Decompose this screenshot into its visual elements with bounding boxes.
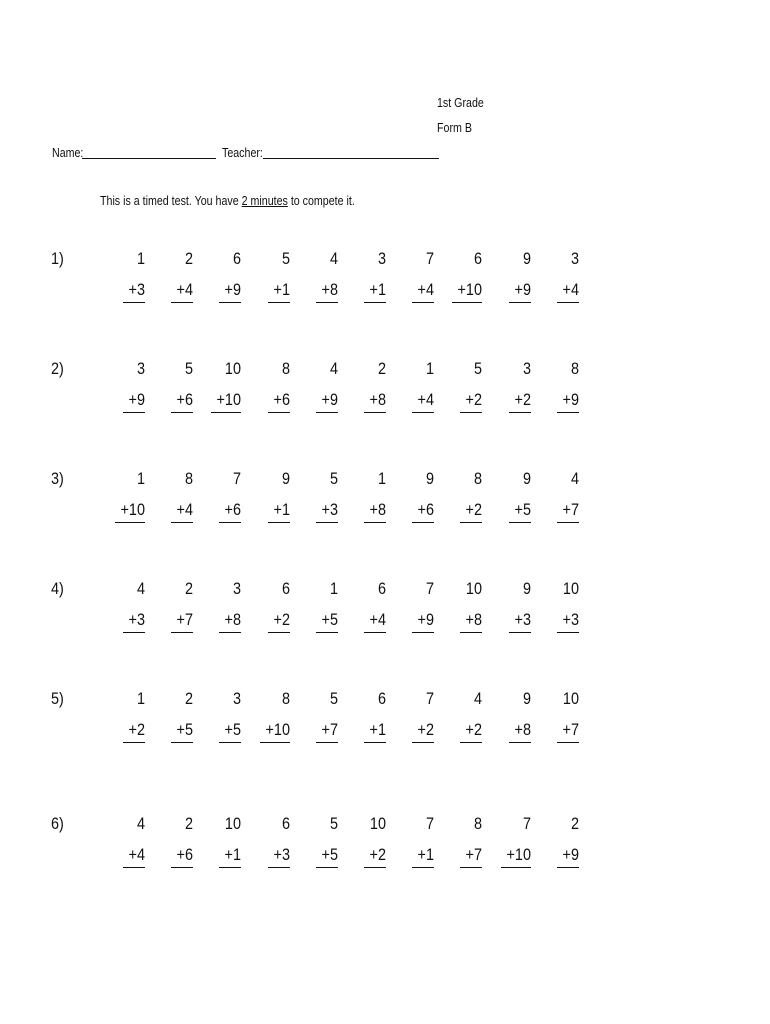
- addition-problem: [438, 814, 482, 865]
- addend-top: 2: [570, 814, 579, 833]
- answer-line[interactable]: [219, 522, 241, 523]
- addition-problem: [294, 579, 338, 630]
- addition-problem: [197, 469, 241, 520]
- answer-line[interactable]: [316, 522, 338, 523]
- addend-top: 5: [329, 469, 338, 488]
- addend-top: 7: [425, 689, 434, 708]
- answer-line[interactable]: [412, 632, 434, 633]
- addition-problem: [487, 814, 531, 865]
- addition-problem: [342, 689, 386, 740]
- answer-line[interactable]: [452, 302, 482, 303]
- addend-bottom: +5: [321, 610, 338, 629]
- addend-top: 8: [570, 359, 579, 378]
- addition-problem: [101, 249, 145, 300]
- addition-problem: [197, 689, 241, 740]
- addend-top: 1: [425, 359, 434, 378]
- answer-line[interactable]: [460, 867, 482, 868]
- addition-problem: [149, 359, 193, 410]
- addend-bottom: +3: [562, 610, 579, 629]
- teacher-blank-line[interactable]: [263, 158, 439, 159]
- addend-top: 2: [184, 249, 193, 268]
- answer-line[interactable]: [557, 867, 579, 868]
- addend-bottom: +10: [457, 280, 482, 299]
- answer-line[interactable]: [123, 742, 145, 743]
- addend-top: 9: [522, 579, 531, 598]
- answer-line[interactable]: [219, 632, 241, 633]
- answer-line[interactable]: [123, 302, 145, 303]
- addend-top: 10: [562, 579, 579, 598]
- addend-top: 9: [281, 469, 290, 488]
- addition-problem: [294, 469, 338, 520]
- addend-bottom: +8: [465, 610, 482, 629]
- addend-bottom: +3: [321, 500, 338, 519]
- addend-bottom: +2: [465, 390, 482, 409]
- addition-problem: [342, 469, 386, 520]
- addition-problem: [487, 249, 531, 300]
- addend-bottom: +10: [216, 390, 241, 409]
- addend-top: 6: [377, 689, 386, 708]
- addend-bottom: +2: [465, 500, 482, 519]
- addend-bottom: +6: [176, 390, 193, 409]
- addition-problem: [149, 249, 193, 300]
- answer-line[interactable]: [509, 412, 531, 413]
- addend-bottom: +8: [514, 720, 531, 739]
- addend-bottom: +6: [224, 500, 241, 519]
- answer-line[interactable]: [171, 522, 193, 523]
- addition-problem: [487, 579, 531, 630]
- answer-line[interactable]: [316, 742, 338, 743]
- addend-bottom: +4: [417, 390, 434, 409]
- addition-problem: [390, 814, 434, 865]
- addend-bottom: +4: [562, 280, 579, 299]
- addend-top: 6: [281, 579, 290, 598]
- addend-bottom: +3: [128, 280, 145, 299]
- addend-bottom: +7: [321, 720, 338, 739]
- addend-bottom: +4: [369, 610, 386, 629]
- addition-problem: [487, 359, 531, 410]
- answer-line[interactable]: [268, 522, 290, 523]
- addend-bottom: +6: [417, 500, 434, 519]
- addend-bottom: +1: [224, 845, 241, 864]
- answer-line[interactable]: [316, 867, 338, 868]
- addend-bottom: +3: [273, 845, 290, 864]
- answer-line[interactable]: [219, 742, 241, 743]
- addition-problem: [101, 359, 145, 410]
- addition-problem: [294, 814, 338, 865]
- answer-line[interactable]: [509, 632, 531, 633]
- instructions-suffix: to compete it.: [287, 193, 355, 208]
- answer-line[interactable]: [268, 632, 290, 633]
- addend-top: 9: [522, 469, 531, 488]
- addition-problem: [246, 814, 290, 865]
- addend-bottom: +4: [417, 280, 434, 299]
- addition-problem: [438, 359, 482, 410]
- addition-problem: [246, 689, 290, 740]
- addition-problem: [197, 249, 241, 300]
- instructions-time-limit: 2 minutes: [241, 193, 288, 208]
- answer-line[interactable]: [268, 867, 290, 868]
- addition-problem: [438, 689, 482, 740]
- addend-top: 3: [522, 359, 531, 378]
- addend-top: 8: [281, 359, 290, 378]
- answer-line[interactable]: [460, 522, 482, 523]
- addend-bottom: +5: [321, 845, 338, 864]
- addend-bottom: +9: [417, 610, 434, 629]
- addend-bottom: +5: [514, 500, 531, 519]
- answer-line[interactable]: [115, 522, 145, 523]
- answer-line[interactable]: [364, 742, 386, 743]
- addition-problem: [101, 469, 145, 520]
- addition-problem: [342, 359, 386, 410]
- addend-bottom: +8: [321, 280, 338, 299]
- addend-top: 2: [377, 359, 386, 378]
- answer-line[interactable]: [171, 632, 193, 633]
- answer-line[interactable]: [364, 867, 386, 868]
- answer-line[interactable]: [557, 742, 579, 743]
- addend-top: 3: [136, 359, 145, 378]
- addend-top: 4: [329, 359, 338, 378]
- answer-line[interactable]: [364, 522, 386, 523]
- answer-line[interactable]: [171, 302, 193, 303]
- addition-problem: [342, 814, 386, 865]
- addend-top: 10: [562, 689, 579, 708]
- answer-line[interactable]: [412, 412, 434, 413]
- answer-line[interactable]: [412, 302, 434, 303]
- addend-bottom: +5: [176, 720, 193, 739]
- addend-top: 7: [425, 814, 434, 833]
- addition-problem: [246, 469, 290, 520]
- answer-line[interactable]: [509, 522, 531, 523]
- addend-bottom: +1: [417, 845, 434, 864]
- addition-problem: [149, 469, 193, 520]
- addition-problem: [246, 359, 290, 410]
- addend-bottom: +2: [128, 720, 145, 739]
- row-label: 3): [51, 469, 64, 488]
- answer-line[interactable]: [316, 412, 338, 413]
- answer-line[interactable]: [219, 867, 241, 868]
- addend-top: 5: [184, 359, 193, 378]
- instructions-prefix: This is a timed test. You have: [100, 193, 242, 208]
- addend-top: 3: [232, 689, 241, 708]
- addend-top: 2: [184, 689, 193, 708]
- row-label: 5): [51, 689, 64, 708]
- addend-top: 10: [224, 359, 241, 378]
- addend-top: 7: [425, 579, 434, 598]
- addition-problem: [390, 469, 434, 520]
- answer-line[interactable]: [123, 412, 145, 413]
- addition-problem: [535, 814, 579, 865]
- addend-bottom: +1: [273, 280, 290, 299]
- addend-bottom: +2: [514, 390, 531, 409]
- addend-top: 3: [232, 579, 241, 598]
- addend-bottom: +9: [514, 280, 531, 299]
- addition-problem: [390, 689, 434, 740]
- addend-top: 6: [473, 249, 482, 268]
- addend-top: 1: [136, 469, 145, 488]
- answer-line[interactable]: [557, 412, 579, 413]
- addition-problem: [535, 469, 579, 520]
- name-blank-line[interactable]: [82, 158, 216, 159]
- addition-problem: [294, 249, 338, 300]
- addition-problem: [294, 359, 338, 410]
- answer-line[interactable]: [412, 867, 434, 868]
- answer-line[interactable]: [557, 302, 579, 303]
- answer-line[interactable]: [501, 867, 531, 868]
- answer-line[interactable]: [123, 632, 145, 633]
- addend-top: 4: [136, 814, 145, 833]
- addend-bottom: +1: [369, 280, 386, 299]
- addition-problem: [438, 469, 482, 520]
- answer-line[interactable]: [412, 742, 434, 743]
- form-label: Form B: [437, 120, 472, 135]
- addend-top: 6: [232, 249, 241, 268]
- addend-bottom: +1: [273, 500, 290, 519]
- addition-problem: [535, 249, 579, 300]
- addition-problem: [294, 689, 338, 740]
- answer-line[interactable]: [460, 632, 482, 633]
- addition-problem: [535, 689, 579, 740]
- row-label: 1): [51, 249, 64, 268]
- grade-label: 1st Grade: [437, 95, 484, 110]
- answer-line[interactable]: [364, 632, 386, 633]
- addend-bottom: +6: [176, 845, 193, 864]
- teacher-label: Teacher:: [222, 145, 263, 160]
- addend-bottom: +9: [128, 390, 145, 409]
- addition-problem: [101, 689, 145, 740]
- addend-bottom: +10: [506, 845, 531, 864]
- addend-bottom: +2: [417, 720, 434, 739]
- addend-top: 7: [232, 469, 241, 488]
- answer-line[interactable]: [316, 632, 338, 633]
- addition-problem: [246, 249, 290, 300]
- name-label: Name:: [52, 145, 84, 160]
- addend-top: 5: [329, 814, 338, 833]
- addition-problem: [342, 579, 386, 630]
- answer-line[interactable]: [316, 302, 338, 303]
- addend-bottom: +5: [224, 720, 241, 739]
- addend-top: 7: [425, 249, 434, 268]
- addend-top: 2: [184, 579, 193, 598]
- addend-top: 4: [136, 579, 145, 598]
- addend-bottom: +7: [562, 500, 579, 519]
- answer-line[interactable]: [260, 742, 290, 743]
- addition-problem: [197, 579, 241, 630]
- addend-bottom: +8: [224, 610, 241, 629]
- addition-problem: [197, 814, 241, 865]
- addend-top: 6: [281, 814, 290, 833]
- addend-bottom: +2: [273, 610, 290, 629]
- addend-bottom: +1: [369, 720, 386, 739]
- addend-top: 4: [329, 249, 338, 268]
- addend-top: 5: [329, 689, 338, 708]
- addend-top: 8: [473, 469, 482, 488]
- addend-top: 1: [329, 579, 338, 598]
- answer-line[interactable]: [171, 867, 193, 868]
- addend-bottom: +4: [128, 845, 145, 864]
- name-teacher-row: [52, 145, 263, 160]
- addition-problem: [390, 579, 434, 630]
- addend-top: 9: [522, 249, 531, 268]
- addend-bottom: +9: [562, 845, 579, 864]
- addend-top: 10: [369, 814, 386, 833]
- row-label: 6): [51, 814, 64, 833]
- addend-bottom: +7: [562, 720, 579, 739]
- addend-top: 9: [425, 469, 434, 488]
- addend-bottom: +2: [465, 720, 482, 739]
- addend-top: 8: [281, 689, 290, 708]
- addend-bottom: +8: [369, 390, 386, 409]
- addend-top: 9: [522, 689, 531, 708]
- addition-problem: [438, 249, 482, 300]
- addend-bottom: +10: [120, 500, 145, 519]
- addend-bottom: +4: [176, 500, 193, 519]
- addition-problem: [101, 814, 145, 865]
- answer-line[interactable]: [364, 302, 386, 303]
- addition-problem: [149, 689, 193, 740]
- answer-line[interactable]: [509, 302, 531, 303]
- answer-line[interactable]: [364, 412, 386, 413]
- answer-line[interactable]: [123, 867, 145, 868]
- addition-problem: [390, 359, 434, 410]
- addition-problem: [390, 249, 434, 300]
- addition-problem: [342, 249, 386, 300]
- addition-problem: [149, 814, 193, 865]
- addend-top: 1: [136, 249, 145, 268]
- addend-top: 1: [136, 689, 145, 708]
- addend-top: 3: [377, 249, 386, 268]
- addend-top: 1: [377, 469, 386, 488]
- addition-problem: [246, 579, 290, 630]
- answer-line[interactable]: [268, 412, 290, 413]
- addend-bottom: +7: [465, 845, 482, 864]
- row-label: 4): [51, 579, 64, 598]
- addition-problem: [487, 689, 531, 740]
- addend-bottom: +4: [176, 280, 193, 299]
- addition-problem: [101, 579, 145, 630]
- answer-line[interactable]: [268, 302, 290, 303]
- addend-top: 8: [473, 814, 482, 833]
- addend-top: 5: [281, 249, 290, 268]
- addition-problem: [535, 359, 579, 410]
- addend-bottom: +3: [128, 610, 145, 629]
- answer-line[interactable]: [171, 742, 193, 743]
- addend-top: 10: [465, 579, 482, 598]
- addition-problem: [438, 579, 482, 630]
- addend-top: 4: [570, 469, 579, 488]
- addend-bottom: +8: [369, 500, 386, 519]
- addend-bottom: +6: [273, 390, 290, 409]
- addition-problem: [487, 469, 531, 520]
- addend-bottom: +9: [321, 390, 338, 409]
- addition-problem: [535, 579, 579, 630]
- answer-line[interactable]: [171, 412, 193, 413]
- addend-top: 4: [473, 689, 482, 708]
- answer-line[interactable]: [211, 412, 241, 413]
- addend-top: 6: [377, 579, 386, 598]
- addend-top: 2: [184, 814, 193, 833]
- row-label: 2): [51, 359, 64, 378]
- addend-top: 5: [473, 359, 482, 378]
- addition-problem: [197, 359, 241, 410]
- answer-line[interactable]: [509, 742, 531, 743]
- addition-problem: [149, 579, 193, 630]
- answer-line[interactable]: [412, 522, 434, 523]
- addend-bottom: +2: [369, 845, 386, 864]
- addend-top: 3: [570, 249, 579, 268]
- addend-bottom: +10: [265, 720, 290, 739]
- addend-top: 8: [184, 469, 193, 488]
- answer-line[interactable]: [460, 412, 482, 413]
- answer-line[interactable]: [219, 302, 241, 303]
- instructions: [100, 193, 355, 208]
- answer-line[interactable]: [557, 632, 579, 633]
- addend-bottom: +9: [562, 390, 579, 409]
- addend-top: 7: [522, 814, 531, 833]
- answer-line[interactable]: [557, 522, 579, 523]
- addend-bottom: +3: [514, 610, 531, 629]
- answer-line[interactable]: [460, 742, 482, 743]
- addend-bottom: +7: [176, 610, 193, 629]
- addend-top: 10: [224, 814, 241, 833]
- addend-bottom: +9: [224, 280, 241, 299]
